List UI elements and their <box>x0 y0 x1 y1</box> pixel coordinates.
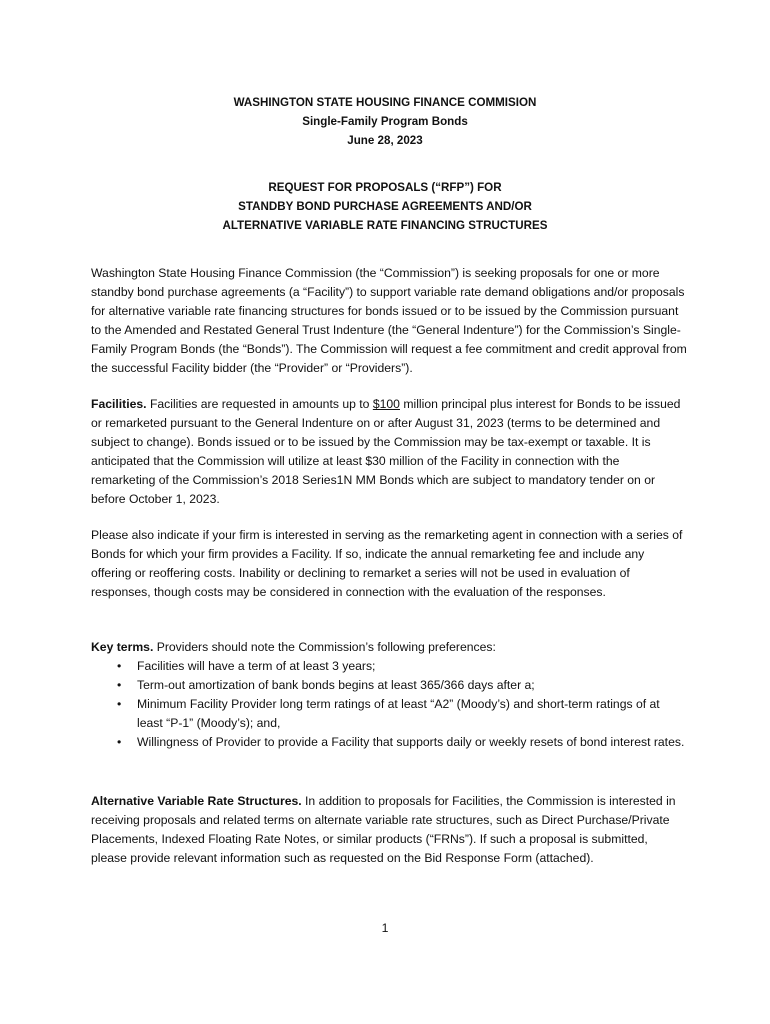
alternative-text: In addition to proposals for Facilities, the Commission is interested in receiving proposals and related terms on alternate variable rate structures, such as Direct Purchase/Private Placements, Indexed Floating Rate Notes, or similar products (“FRNs”). If such a proposal is submitted, please provide relevant information such as requested on the Bid Response Form (attached). <box>91 794 676 865</box>
bullet-icon: • <box>117 697 122 711</box>
key-terms-section <box>91 638 687 752</box>
key-terms-list <box>91 657 687 752</box>
list-item <box>91 695 687 733</box>
key-term-text: Minimum Facility Provider long term ratings of at least “A2” (Moody’s) and short-term ratings of at least “P-1” (Moody’s); and, <box>137 697 660 730</box>
alternative-section <box>91 792 687 868</box>
facilities-amount: $100 <box>372 397 400 411</box>
key-term-text: Term-out amortization of bank bonds begins at least 365/366 days after a; <box>137 678 535 692</box>
remarketing-section <box>91 526 687 602</box>
rfp-title-line-3: ALTERNATIVE VARIABLE RATE FINANCING STRUCTURES <box>222 219 548 232</box>
rfp-title-line-2: STANDBY BOND PURCHASE AGREEMENTS AND/OR <box>238 200 532 213</box>
rfp-title-line-1: REQUEST FOR PROPOSALS (“RFP”) FOR <box>268 181 502 194</box>
list-item <box>91 657 687 676</box>
bullet-icon: • <box>117 678 122 692</box>
document-header <box>0 93 770 150</box>
page-number: 1 <box>381 921 389 935</box>
list-item <box>91 733 687 752</box>
facilities-text-after: million principal plus interest for Bonds to be issued or remarketed pursuant to the General Indenture on or after August 31, 2023 (terms to be determined and subject to change). Bonds issued or to be issued by the Commission may be tax-exempt or taxable. It is anticipated that the Commission will utilize at least $30 million of the Facility in connection with the remarketing of the Commission’s 2018 Series1N MM Bonds which are subject to mandatory tender on or before October 1, 2023. <box>91 397 681 506</box>
facilities-section <box>91 395 687 509</box>
key-terms-intro-line <box>91 638 687 657</box>
facilities-paragraph <box>91 395 687 509</box>
intro-paragraph: Washington State Housing Finance Commission (the “Commission”) is seeking proposals for one or more standby bond purchase agreements (a “Facility”) to support variable rate demand obligations and/or proposals for alternative variable rate financing structures for bonds issued or to be issued by the Commission pursuant to the Amended and Restated General Trust Indenture (the “General Indenture”) for the Commission’s Single-Family Program Bonds (the “Bonds”). The Commission will request a fee commitment and credit approval from the successful Facility bidder (the “Provider” or “Providers”). <box>91 266 687 375</box>
program-name: Single-Family Program Bonds <box>302 115 468 128</box>
facilities-text-before: Facilities are requested in amounts up to <box>149 397 370 411</box>
rfp-title <box>0 178 770 235</box>
alternative-heading: Alternative Variable Rate Structures. <box>91 794 302 808</box>
bullet-icon: • <box>117 735 122 749</box>
document-date: June 28, 2023 <box>347 134 423 147</box>
key-term-text: Willingness of Provider to provide a Facility that supports daily or weekly resets of bond interest rates. <box>137 735 685 749</box>
key-term-text: Facilities will have a term of at least 3 years; <box>137 659 376 673</box>
list-item <box>91 676 687 695</box>
alternative-paragraph <box>91 792 687 868</box>
agency-name: WASHINGTON STATE HOUSING FINANCE COMMISION <box>233 96 537 109</box>
remarketing-paragraph: Please also indicate if your firm is interested in serving as the remarketing agent in connection with a series of Bonds for which your firm provides a Facility. If so, indicate the annual remarketing fee and include any offering or reoffering costs. Inability or declining to remarket a series will not be used in evaluation of responses, though costs may be considered in connection with the evaluation of the responses. <box>91 528 683 599</box>
facilities-heading: Facilities. <box>91 397 147 411</box>
bullet-icon: • <box>117 659 122 673</box>
intro-section <box>91 264 687 378</box>
key-terms-intro: Providers should note the Commission’s following preferences: <box>156 640 496 654</box>
key-terms-heading: Key terms. <box>91 640 154 654</box>
